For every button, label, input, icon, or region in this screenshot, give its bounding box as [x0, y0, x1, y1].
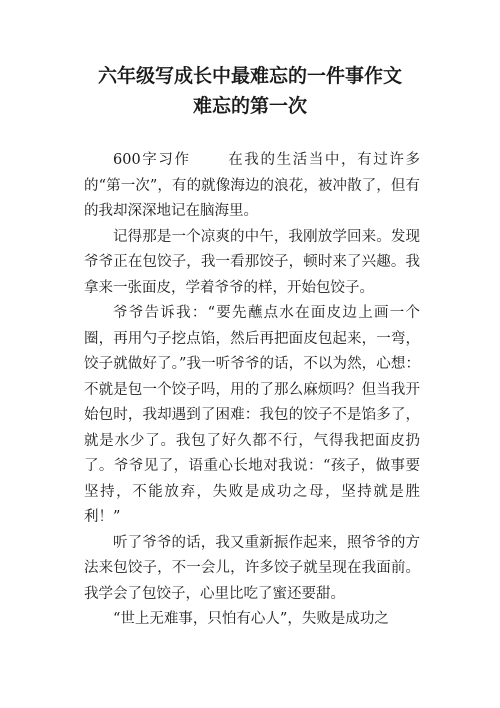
paragraph-2: 记得那是一个凉爽的中午，我刚放学回来。发现爷爷正在包饺子，我一看那饺子，顿时来了兴趣。我拿来一张面皮，学着爷爷的样，开始包饺子。 — [84, 228, 420, 296]
paragraph-3: 爷爷告诉我：“要先蘸点水在面皮边上画一个圈，再用勺子挖点馅，然后再把面皮包起来，一弯，饺子就做好了。”我一听爷爷的话，不以为然，心想：不就是包一个饺子吗，用的了那么麻烦吗？但当我开始包时，我却遇到了困难：我包的饺子不是馅多了，就是水少了。我包了好久都不行，气得我把面皮扔了。爷爷见了，语重心长地对我说：“孩子，做事要坚持，不能放弃，失败是成功之母，坚持就是胜利！” — [84, 305, 420, 525]
essay-title: 六年级写成长中最难忘的一件事作文 — [97, 65, 402, 87]
paragraph-1-text: 在我的生活当中，有过许多的“第一次”，有的就像海边的浪花，被冲散了，但有的我却深深地记在脑海里。 — [84, 152, 420, 219]
essay-subtitle: 难忘的第一次 — [192, 95, 307, 117]
paragraph-4: 听了爷爷的话，我又重新振作起来，照爷爷的方法来包饺子，不一会儿，许多饺子就呈现在我面前。我学会了包饺子，心里比吃了蜜还要甜。 — [84, 534, 420, 602]
essay-body — [84, 148, 420, 633]
paragraph-1 — [84, 148, 420, 225]
paragraph-5: “世上无难事，只怕有心人”，失败是成功之 — [113, 611, 389, 627]
word-count-label: 600字习作 — [113, 152, 191, 168]
